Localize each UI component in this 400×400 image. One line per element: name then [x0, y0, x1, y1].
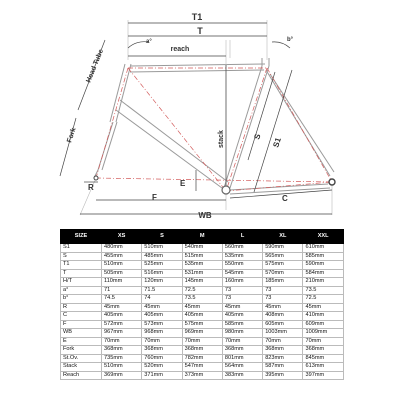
table-cell: 520mm [142, 363, 182, 372]
table-cell: 610mm [303, 244, 343, 253]
label-head-tube: Head Tube [85, 48, 106, 84]
table-cell: 547mm [182, 363, 222, 372]
label-fork: Fork [66, 127, 78, 144]
table-cell: 572mm [102, 320, 142, 329]
table-cell: 72.5 [303, 295, 343, 304]
table-cell: 373mm [182, 371, 222, 380]
table-cell: 45mm [263, 303, 303, 312]
table-cell: 480mm [102, 244, 142, 253]
table-cell: 575mm [182, 320, 222, 329]
table-cell: 801mm [222, 354, 262, 363]
table-body [61, 244, 344, 380]
table-cell: 120mm [142, 278, 182, 287]
table-cell: 70mm [102, 337, 142, 346]
table-cell: 735mm [102, 354, 142, 363]
table-cell: 73 [263, 295, 303, 304]
table-cell: 565mm [263, 252, 303, 261]
table-cell: 535mm [222, 252, 262, 261]
label-c: C [282, 194, 288, 203]
table-cell: 540mm [182, 244, 222, 253]
table-cell: 74.5 [102, 295, 142, 304]
table-header-row [61, 230, 344, 244]
row-label: Stack [61, 363, 102, 372]
table-cell: 368mm [102, 346, 142, 355]
table-cell: 70mm [263, 337, 303, 346]
table-cell: 395mm [263, 371, 303, 380]
table-cell: 510mm [102, 261, 142, 270]
table-cell: 760mm [142, 354, 182, 363]
label-e: E [180, 179, 186, 188]
table-cell: 969mm [182, 329, 222, 338]
table-cell: 73.5 [303, 286, 343, 295]
label-t: T [197, 26, 203, 36]
table-cell: 160mm [222, 278, 262, 287]
label-b-deg: b° [287, 37, 294, 43]
table-cell: 405mm [102, 312, 142, 321]
label-s1: S1 [271, 136, 283, 149]
table-cell: 368mm [142, 346, 182, 355]
table-row [61, 261, 344, 270]
table-cell: 70mm [142, 337, 182, 346]
table-cell: 1009mm [303, 329, 343, 338]
table-row [61, 363, 344, 372]
table-cell: 515mm [182, 252, 222, 261]
table-row [61, 312, 344, 321]
table-cell: 585mm [222, 320, 262, 329]
table-cell: 405mm [182, 312, 222, 321]
table-cell: 968mm [142, 329, 182, 338]
header-xl: XL [263, 230, 303, 244]
table-cell: 516mm [142, 269, 182, 278]
table-cell: 145mm [182, 278, 222, 287]
table-cell: 408mm [263, 312, 303, 321]
table-cell: 70mm [222, 337, 262, 346]
table-cell: 510mm [102, 363, 142, 372]
table-cell: 525mm [142, 261, 182, 270]
label-r: R [88, 183, 94, 192]
table-cell: 535mm [182, 261, 222, 270]
table-cell: 74 [142, 295, 182, 304]
table-cell: 405mm [222, 312, 262, 321]
table-cell: 70mm [182, 337, 222, 346]
row-label: a° [61, 286, 102, 295]
table-cell: 575mm [263, 261, 303, 270]
row-label: b° [61, 295, 102, 304]
row-label: Fork [61, 346, 102, 355]
table-row [61, 269, 344, 278]
table-cell: 45mm [102, 303, 142, 312]
table-cell: 110mm [102, 278, 142, 287]
table-cell: 505mm [102, 269, 142, 278]
table-cell: 590mm [263, 244, 303, 253]
header-xxl: XXL [303, 230, 343, 244]
table-cell: 369mm [102, 371, 142, 380]
table-row [61, 329, 344, 338]
table-cell: 45mm [182, 303, 222, 312]
row-label: R [61, 303, 102, 312]
table-row [61, 252, 344, 261]
table-cell: 510mm [142, 244, 182, 253]
table-cell: 72.5 [182, 286, 222, 295]
table-cell: 980mm [222, 329, 262, 338]
table-cell: 70mm [303, 337, 343, 346]
front-dropout [94, 176, 98, 180]
label-t1: T1 [191, 12, 203, 22]
table-cell: 485mm [142, 252, 182, 261]
label-stack: stack [218, 130, 225, 148]
table-row [61, 295, 344, 304]
table-cell: 210mm [303, 278, 343, 287]
table-row [61, 278, 344, 287]
table-cell: 185mm [263, 278, 303, 287]
geometry-table [60, 229, 344, 380]
row-label: S1 [61, 244, 102, 253]
row-label: T1 [61, 261, 102, 270]
table-cell: 73 [222, 286, 262, 295]
table-cell: 564mm [222, 363, 262, 372]
table-row [61, 244, 344, 253]
table-cell: 531mm [182, 269, 222, 278]
table-cell: 782mm [182, 354, 222, 363]
header-l: L [222, 230, 262, 244]
table-cell: 845mm [303, 354, 343, 363]
table-cell: 73.5 [182, 295, 222, 304]
table-cell: 383mm [222, 371, 262, 380]
table-cell: 613mm [303, 363, 343, 372]
table-row [61, 346, 344, 355]
row-label: H/T [61, 278, 102, 287]
table-row [61, 337, 344, 346]
row-label: C [61, 312, 102, 321]
label-s: S [252, 132, 263, 141]
table-cell: 455mm [102, 252, 142, 261]
row-label: Reach [61, 371, 102, 380]
table-row [61, 371, 344, 380]
header-size: SIZE [61, 230, 102, 244]
table-cell: 45mm [303, 303, 343, 312]
table-cell: 605mm [263, 320, 303, 329]
table-cell: 73 [263, 286, 303, 295]
table-cell: 410mm [303, 312, 343, 321]
table-cell: 45mm [222, 303, 262, 312]
table-cell: 71.5 [142, 286, 182, 295]
rear-dropout [329, 179, 335, 185]
table-cell: 73 [222, 295, 262, 304]
table-cell: 371mm [142, 371, 182, 380]
table-cell: 368mm [222, 346, 262, 355]
table-cell: 823mm [263, 354, 303, 363]
table-cell: 584mm [303, 269, 343, 278]
table-cell: 587mm [263, 363, 303, 372]
table-cell: 967mm [102, 329, 142, 338]
label-f: F [152, 193, 157, 202]
table-row [61, 303, 344, 312]
table-row [61, 354, 344, 363]
table-cell: 590mm [303, 261, 343, 270]
bottom-bracket [222, 186, 230, 194]
table-cell: 368mm [182, 346, 222, 355]
table-cell: 45mm [142, 303, 182, 312]
table-cell: 545mm [222, 269, 262, 278]
row-label: WB [61, 329, 102, 338]
table-cell: 550mm [222, 261, 262, 270]
row-label: E [61, 337, 102, 346]
table-cell: 585mm [303, 252, 343, 261]
label-a-deg: a° [146, 39, 152, 45]
table-cell: 71 [102, 286, 142, 295]
header-s: S [142, 230, 182, 244]
geometry-table-container [60, 229, 343, 380]
table-row [61, 320, 344, 329]
frame-tubes [94, 58, 334, 194]
table-row [61, 286, 344, 295]
table-cell: 1003mm [263, 329, 303, 338]
row-label: T [61, 269, 102, 278]
header-xs: XS [102, 230, 142, 244]
table-cell: 368mm [303, 346, 343, 355]
header-m: M [182, 230, 222, 244]
table-cell: 560mm [222, 244, 262, 253]
table-cell: 397mm [303, 371, 343, 380]
table-cell: 405mm [142, 312, 182, 321]
table-cell: 609mm [303, 320, 343, 329]
label-reach: reach [170, 46, 190, 53]
table-cell: 368mm [263, 346, 303, 355]
row-label: F [61, 320, 102, 329]
row-label: S [61, 252, 102, 261]
label-wb: WB [198, 211, 212, 220]
table-cell: 573mm [142, 320, 182, 329]
row-label: St.Ov. [61, 354, 102, 363]
reference-dash-lines [96, 68, 332, 191]
table-cell: 570mm [263, 269, 303, 278]
